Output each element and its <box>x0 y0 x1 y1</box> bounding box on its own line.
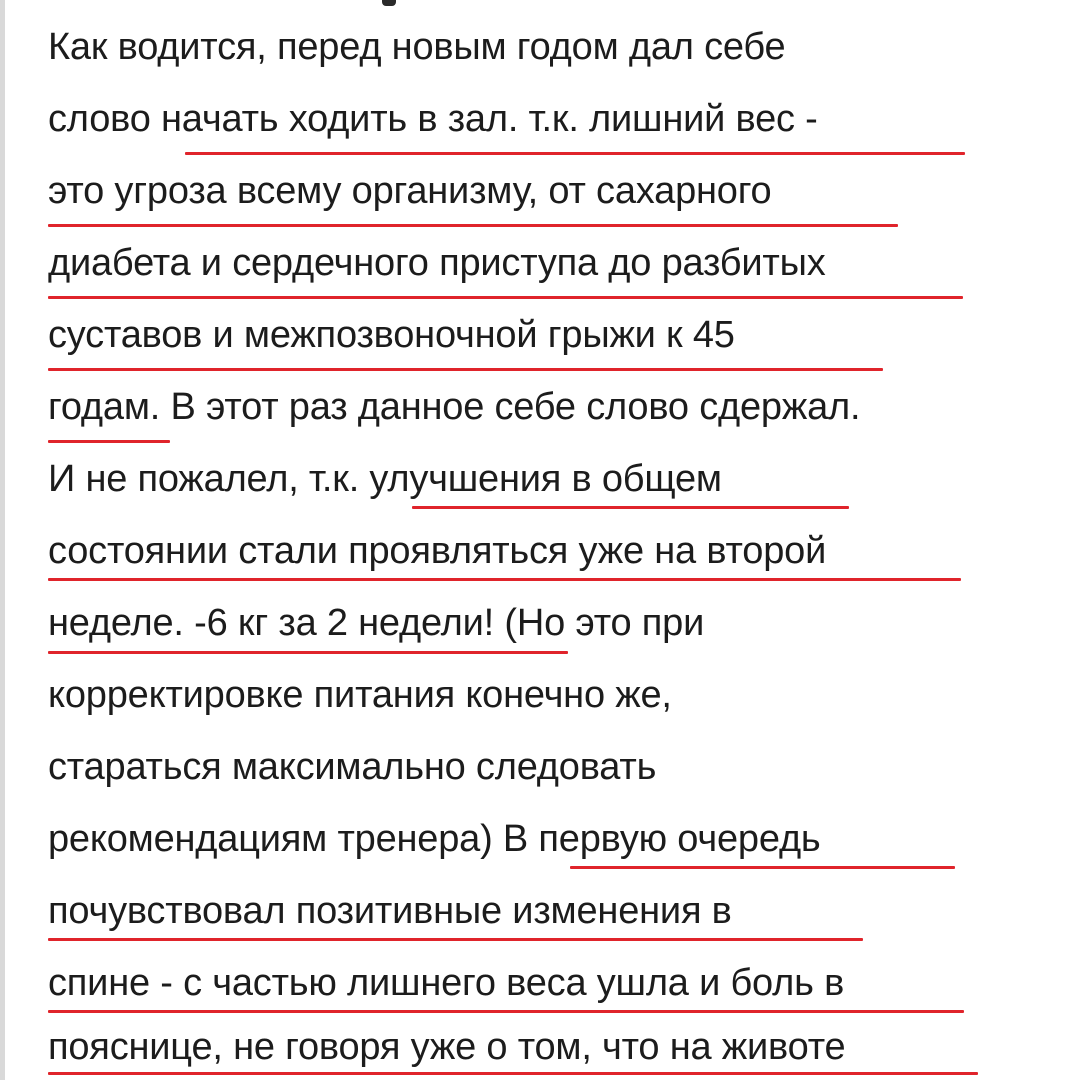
underline-11 <box>48 1010 964 1013</box>
text-line-11: стараться максимально следовать <box>48 746 657 788</box>
underline-5 <box>48 440 170 443</box>
left-edge-rule <box>0 0 5 1080</box>
underline-3 <box>48 296 963 299</box>
text-line-12: рекомендациям тренера) В первую очередь <box>48 818 821 860</box>
text-line-15: пояснице, не говоря уже о том, что на животе <box>48 1026 846 1068</box>
text-line-9: неделе. -6 кг за 2 недели! (Но это при <box>48 602 705 644</box>
underline-12 <box>48 1072 978 1075</box>
text-line-6: годам. В этот раз данное себе слово сдержал. <box>48 386 861 428</box>
underline-8 <box>48 651 568 654</box>
text-line-3: это угроза всему организму, от сахарного <box>48 170 772 212</box>
underline-4 <box>48 368 883 371</box>
underline-6 <box>412 506 849 509</box>
underline-10 <box>48 938 863 941</box>
text-line-14: спине - с частью лишнего веса ушла и боль в <box>48 962 845 1004</box>
text-line-13: почувствовал позитивные изменения в <box>48 890 732 932</box>
cropped-text-fragment <box>382 0 396 6</box>
text-line-8: состоянии стали проявляться уже на второй <box>48 530 827 572</box>
text-line-5: суставов и межпозвоночной грыжи к 45 <box>48 314 735 356</box>
text-line-7: И не пожалел, т.к. улучшения в общем <box>48 458 722 500</box>
text-line-1: Как водится, перед новым годом дал себе <box>48 26 786 68</box>
underline-1 <box>185 152 965 155</box>
text-line-4: диабета и сердечного приступа до разбитых <box>48 242 826 284</box>
underline-7 <box>48 578 961 581</box>
text-line-10: корректировке питания конечно же, <box>48 674 672 716</box>
text-line-2: слово начать ходить в зал. т.к. лишний вес - <box>48 98 818 140</box>
underline-2 <box>48 224 898 227</box>
underline-9 <box>570 866 955 869</box>
